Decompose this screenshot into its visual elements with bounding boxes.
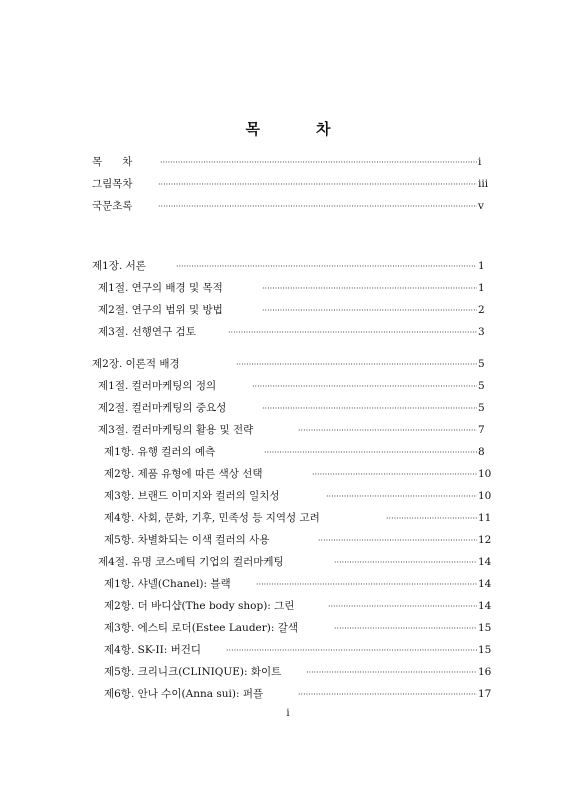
toc-entry-page: 8 [478, 446, 485, 458]
toc-leader-dots [158, 196, 477, 216]
toc-leader-dots [236, 354, 477, 374]
title-left: 목 [245, 120, 260, 138]
toc-entry-page: 7 [478, 424, 485, 436]
toc-entry[interactable] [0, 552, 576, 572]
toc-leader-dots [334, 552, 477, 572]
toc-entry[interactable] [0, 398, 576, 418]
toc-entry-label: 제1장. 서론 [92, 256, 152, 276]
toc-leader-dots [160, 152, 477, 172]
footer-page-number: i [286, 708, 290, 719]
toc-leader-dots [252, 376, 477, 396]
toc-entry-page: 15 [478, 622, 492, 634]
toc-entry[interactable] [0, 442, 576, 462]
toc-leader-dots [262, 278, 477, 298]
toc-entry-page: 10 [478, 468, 492, 480]
toc-entry-label: 제6항. 안나 수이(Anna sui): 퍼플 [104, 684, 269, 704]
toc-entry-label: 제2장. 이론적 배경 [92, 354, 186, 374]
toc-entry[interactable] [0, 354, 576, 374]
toc-entry[interactable] [0, 530, 576, 550]
toc-entry-page: 2 [478, 304, 485, 316]
toc-entry-page: 14 [478, 556, 492, 568]
toc-leader-dots [262, 398, 477, 418]
toc-leader-dots [226, 640, 477, 660]
toc-leader-dots [256, 574, 477, 594]
toc-entry-page: iii [478, 178, 489, 190]
toc-entry[interactable] [0, 618, 576, 638]
toc-entry[interactable] [0, 464, 576, 484]
toc-entry[interactable] [0, 278, 576, 298]
toc-entry[interactable] [0, 596, 576, 616]
toc-entry-page: 14 [478, 600, 492, 612]
toc-entry-page: 14 [478, 578, 492, 590]
toc-entry[interactable] [0, 376, 576, 396]
toc-entry-page: 10 [478, 490, 492, 502]
toc-entry[interactable] [0, 486, 576, 506]
toc-leader-dots [312, 464, 477, 484]
toc-entry-page: 11 [478, 512, 492, 524]
toc-entry[interactable] [0, 300, 576, 320]
toc-entry[interactable] [0, 574, 576, 594]
toc-entry[interactable] [0, 152, 576, 172]
toc-entry-label: 제2절. 연구의 범위 및 방법 [98, 300, 229, 320]
toc-entry-page: 15 [478, 644, 492, 656]
toc-entry-label: 제2항. 더 바디샵(The body shop): 그린 [104, 596, 300, 616]
toc-leader-dots [176, 256, 477, 276]
toc-entry-label: 제4항. 사회, 문화, 기후, 민족성 등 지역성 고려 [104, 508, 326, 528]
toc-entry-page: i [478, 156, 482, 168]
toc-entry-page: 1 [478, 282, 485, 294]
toc-entry-label: 제2절. 컬러마케팅의 중요성 [98, 398, 232, 418]
toc-entry[interactable] [0, 662, 576, 682]
toc-entry-label: 그림목차 [92, 174, 139, 194]
toc-leader-dots [264, 442, 477, 462]
toc-entry[interactable] [0, 256, 576, 276]
toc-entry-label: 제5항. 크리니크(CLINIQUE): 화이트 [104, 662, 287, 682]
toc-entry[interactable] [0, 174, 576, 194]
toc-entry[interactable] [0, 322, 576, 342]
toc-entry-page: 3 [478, 326, 485, 338]
toc-entry-page: 5 [478, 402, 485, 414]
toc-entry-page: v [478, 200, 484, 212]
toc-leader-dots [298, 420, 477, 440]
toc-leader-dots [328, 596, 477, 616]
toc-entry-label: 제3항. 에스티 로더(Estee Lauder): 갈색 [104, 618, 304, 638]
toc-entry-page: 5 [478, 358, 485, 370]
toc-leader-dots [318, 530, 477, 550]
title-right: 차 [316, 120, 331, 138]
toc-entry-label: 제3항. 브랜드 이미지와 컬러의 일치성 [104, 486, 286, 506]
toc-entry-label: 제1절. 컬러마케팅의 정의 [98, 376, 222, 396]
toc-leader-dots [298, 684, 477, 704]
toc-entry-page: 17 [478, 688, 492, 700]
toc-entry[interactable] [0, 640, 576, 660]
toc-entry-page: 12 [478, 534, 492, 546]
toc-entry-label: 국문초록 [92, 196, 139, 216]
toc-entry[interactable] [0, 196, 576, 216]
toc-leader-dots [158, 174, 477, 194]
toc-entry-page: 1 [478, 260, 485, 272]
toc-entry-label: 목 차 [92, 152, 138, 172]
toc-entry-label: 제1항. 샤넬(Chanel): 블랙 [104, 574, 237, 594]
toc-entry-label: 제3절. 컬러마케팅의 활용 및 전략 [98, 420, 259, 440]
toc-entry[interactable] [0, 508, 576, 528]
toc-entry[interactable] [0, 420, 576, 440]
toc-entry-label: 제2항. 제품 유형에 따른 색상 선택 [104, 464, 269, 484]
toc-entry[interactable] [0, 684, 576, 704]
toc-entry-label: 제1절. 연구의 배경 및 목적 [98, 278, 229, 298]
toc-leader-dots [262, 300, 477, 320]
toc-entry-page: 16 [478, 666, 492, 678]
toc-leader-dots [334, 618, 477, 638]
toc-entry-label: 제3절. 선행연구 검토 [98, 322, 202, 342]
toc-entry-page: 5 [478, 380, 485, 392]
toc-leader-dots [386, 508, 477, 528]
toc-leader-dots [326, 486, 477, 506]
toc-entry-label: 제1항. 유행 컬러의 예측 [104, 442, 221, 462]
toc-entry-label: 제5항. 차별화되는 이색 컬러의 사용 [104, 530, 275, 550]
toc-entry-label: 제4절. 유명 코스메틱 기업의 컬러마케팅 [98, 552, 290, 572]
toc-leader-dots [306, 662, 477, 682]
toc-entry-label: 제4항. SK-II: 버건디 [104, 640, 207, 660]
toc-leader-dots [228, 322, 477, 342]
